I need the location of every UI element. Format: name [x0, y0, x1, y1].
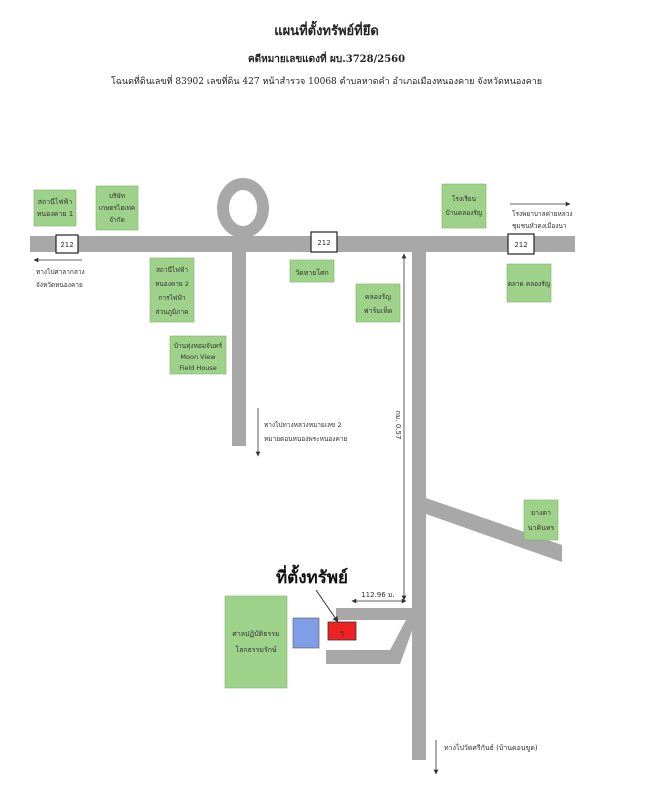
- landmark-text: สถานีไฟฟ้า: [37, 198, 73, 206]
- neighbor-parcel: [293, 618, 319, 648]
- main-south-road: [412, 244, 426, 760]
- land-description: โฉนดที่ดินเลขที่ 83902 เลขที่ดิน 427 หน้าสำรวจ 10068 ตำบลหาดคำ อำเภอเมืองหนองคาย จังหวัดหนองคาย: [110, 77, 543, 87]
- svg-text:บ้านทุ่งหอมจันทร์Moon ViewFiel: [174, 342, 223, 372]
- landmark-text: สถานีไฟฟ้า: [155, 266, 189, 274]
- landmark-temple: [290, 260, 334, 282]
- landmark-power-station-2: [150, 258, 194, 322]
- distance-label: 112.96 ม.: [361, 591, 395, 599]
- landmark-text: บ้านคลองรัญ: [445, 209, 483, 217]
- landmark-text: การไฟฟ้า: [158, 294, 186, 302]
- landmark-text: หนองคาย 2: [155, 280, 189, 288]
- highway-shield: [311, 232, 337, 252]
- svg-text:ตลาด คลองรัญ: [508, 280, 551, 288]
- landmark-text: Moon View: [180, 353, 216, 361]
- direction-text: จังหวัดหนองคาย: [36, 281, 83, 289]
- shield-label: 212: [60, 241, 74, 249]
- landmark-text: โลกธรรมรักษ์: [235, 646, 277, 654]
- landmark-power-station-1: [34, 190, 76, 226]
- landmark-mushroom-farm: [356, 284, 400, 322]
- landmark-text: ตลาด คลองรัญ: [507, 280, 551, 288]
- subject-property-label: ที่ตั้งทรัพย์: [275, 568, 349, 588]
- direction-text: ทางไปวัดศรีกันธ์ (บ้านดอนขูด): [444, 744, 538, 752]
- case-number: คดีหมายเลขแดงที่ ผบ.3728/2560: [247, 54, 406, 65]
- landmark-school: [442, 184, 486, 228]
- highway-212: [30, 236, 575, 252]
- landmark-moon-view: [170, 336, 226, 374]
- svg-text:ทางไปทางหลวงหมายเลข 2หมายตอนหน: [264, 421, 347, 443]
- landmark-yangta: [524, 500, 558, 540]
- landmark-text: วัดหายโศก: [295, 269, 329, 277]
- landmark-text: หนองคาย 1: [36, 210, 74, 218]
- landmark-dharma-center: [225, 596, 287, 688]
- vertical-distance-label: กม. 0.57: [394, 410, 402, 440]
- loop-interchange: [223, 184, 263, 232]
- direction-text: ชุมชนหัวดงเมืองนา: [512, 222, 567, 230]
- landmark-text: ยางตา: [531, 509, 551, 517]
- shield-label: 212: [317, 239, 331, 247]
- landmark-text: บริษัท: [108, 192, 126, 200]
- svg-text:วัดหายโศก: [295, 268, 329, 277]
- direction-text: ทางไปศาลากลาง: [36, 268, 85, 276]
- landmark-text: จำกัด: [109, 216, 125, 224]
- south-road-left: [232, 236, 246, 446]
- landmark-text: ส่วนภูมิภาค: [155, 308, 189, 316]
- direction-text: โรงพยาบาลค่ายหลวง: [512, 210, 573, 218]
- svg-text:ทางไปศาลากลางจังหวัดหนองคาย: [36, 268, 85, 289]
- direction-text: ทางไปทางหลวงหมายเลข 2: [264, 421, 342, 429]
- landmark-text: คลองรัญ: [364, 293, 392, 301]
- subject-pointer-arrow: [316, 590, 338, 622]
- shield-label: 212: [514, 241, 528, 249]
- landmark-text: Field House: [179, 364, 217, 372]
- svg-text:โรงพยาบาลค่ายหลวงชุมชนหัวดงเมื: [512, 210, 573, 230]
- landmark-text: ฟาร์มเห็ด: [363, 307, 393, 315]
- access-road-upper: [336, 608, 416, 620]
- landmark-text: ศาลปฏิบัติธรรม: [232, 630, 280, 638]
- landmark-market: [507, 264, 551, 302]
- landmark-text: เกษตรไฮเทค: [98, 204, 136, 212]
- landmark-hitech-company: [96, 186, 138, 230]
- map-title: แผนที่ตั้งทรัพย์ที่ยึด: [274, 24, 379, 39]
- direction-text: หมายตอนหนองพระหนองคาย: [264, 435, 348, 443]
- highway-shield: [56, 235, 78, 253]
- landmark-text: นาคินทร: [527, 524, 555, 532]
- subject-marker-text: ๆ: [340, 629, 344, 637]
- highway-shield: [508, 234, 534, 254]
- landmark-text: บ้านทุ่งหอมจันทร์: [173, 342, 223, 350]
- landmark-text: โรงเรียน: [451, 195, 477, 203]
